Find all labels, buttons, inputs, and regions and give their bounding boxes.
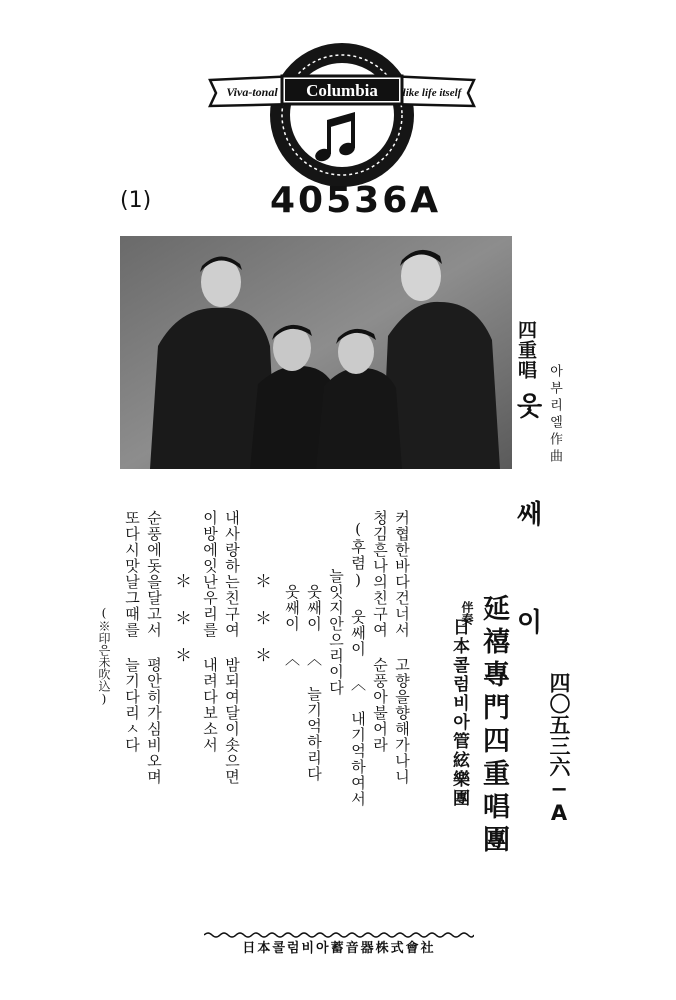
lyric-line: 늘잇지안으리이다 bbox=[327, 568, 345, 696]
company-name: 日本콜럼비아蓄音器株式會社 bbox=[242, 941, 436, 956]
catalog-number-vertical: 四〇五三六−A bbox=[547, 672, 571, 825]
accompaniment-prefix: 伴奏 bbox=[460, 601, 474, 625]
lyric-line: 커협한바다건너서 고향을향해가나니 bbox=[393, 510, 411, 785]
lyric-line: 이방에잇난우리를 내려다보소서 bbox=[201, 510, 219, 753]
logo-emblem bbox=[200, 40, 485, 190]
lyric-line: 내사랑하는친구여 밤되여달이솟으면 bbox=[223, 510, 241, 785]
side-number: (1) bbox=[120, 188, 152, 213]
performer-group: 延禧專門四重唱團 bbox=[478, 594, 509, 858]
lyric-line: 웃쌔이 〈 bbox=[283, 584, 301, 667]
lyric-line: 순풍에돗을달고서 평안히가심비오며 bbox=[145, 510, 163, 785]
lyric-line: 또다시맛날그때를 늘기다리ㅅ다 bbox=[123, 510, 141, 753]
stanza-separator: ＊ ＊ ＊ bbox=[251, 572, 271, 663]
right-banner-text: like life itself bbox=[402, 87, 462, 99]
columbia-logo bbox=[200, 40, 485, 190]
lyric-line: 청김흔나의친구여 순풍아불어라 bbox=[371, 510, 389, 753]
composer-credit: 아부리엘作曲 bbox=[547, 364, 562, 466]
accompaniment-orchestra: 日本콜럼비아管絃樂團 bbox=[449, 618, 469, 808]
genre-label: 四重唱 bbox=[515, 320, 537, 380]
footer-wavy-rule bbox=[204, 925, 474, 935]
quartet-photo bbox=[120, 236, 512, 469]
left-banner-text: Viva-tonal bbox=[226, 85, 278, 99]
brand-name: Columbia bbox=[306, 81, 378, 100]
lyric-line: (후렴) 웃쌔이 〈 내기억하여서 bbox=[349, 520, 367, 807]
stanza-separator: ＊ ＊ ＊ bbox=[171, 572, 191, 663]
song-title: 웃 쌔 이 bbox=[512, 392, 542, 660]
catalog-number: 40536A bbox=[270, 180, 442, 221]
unrecorded-note: (※印은未吹込) bbox=[97, 606, 111, 706]
lyric-line: 웃쌔이 〈 늘기억하리다 bbox=[305, 584, 323, 782]
